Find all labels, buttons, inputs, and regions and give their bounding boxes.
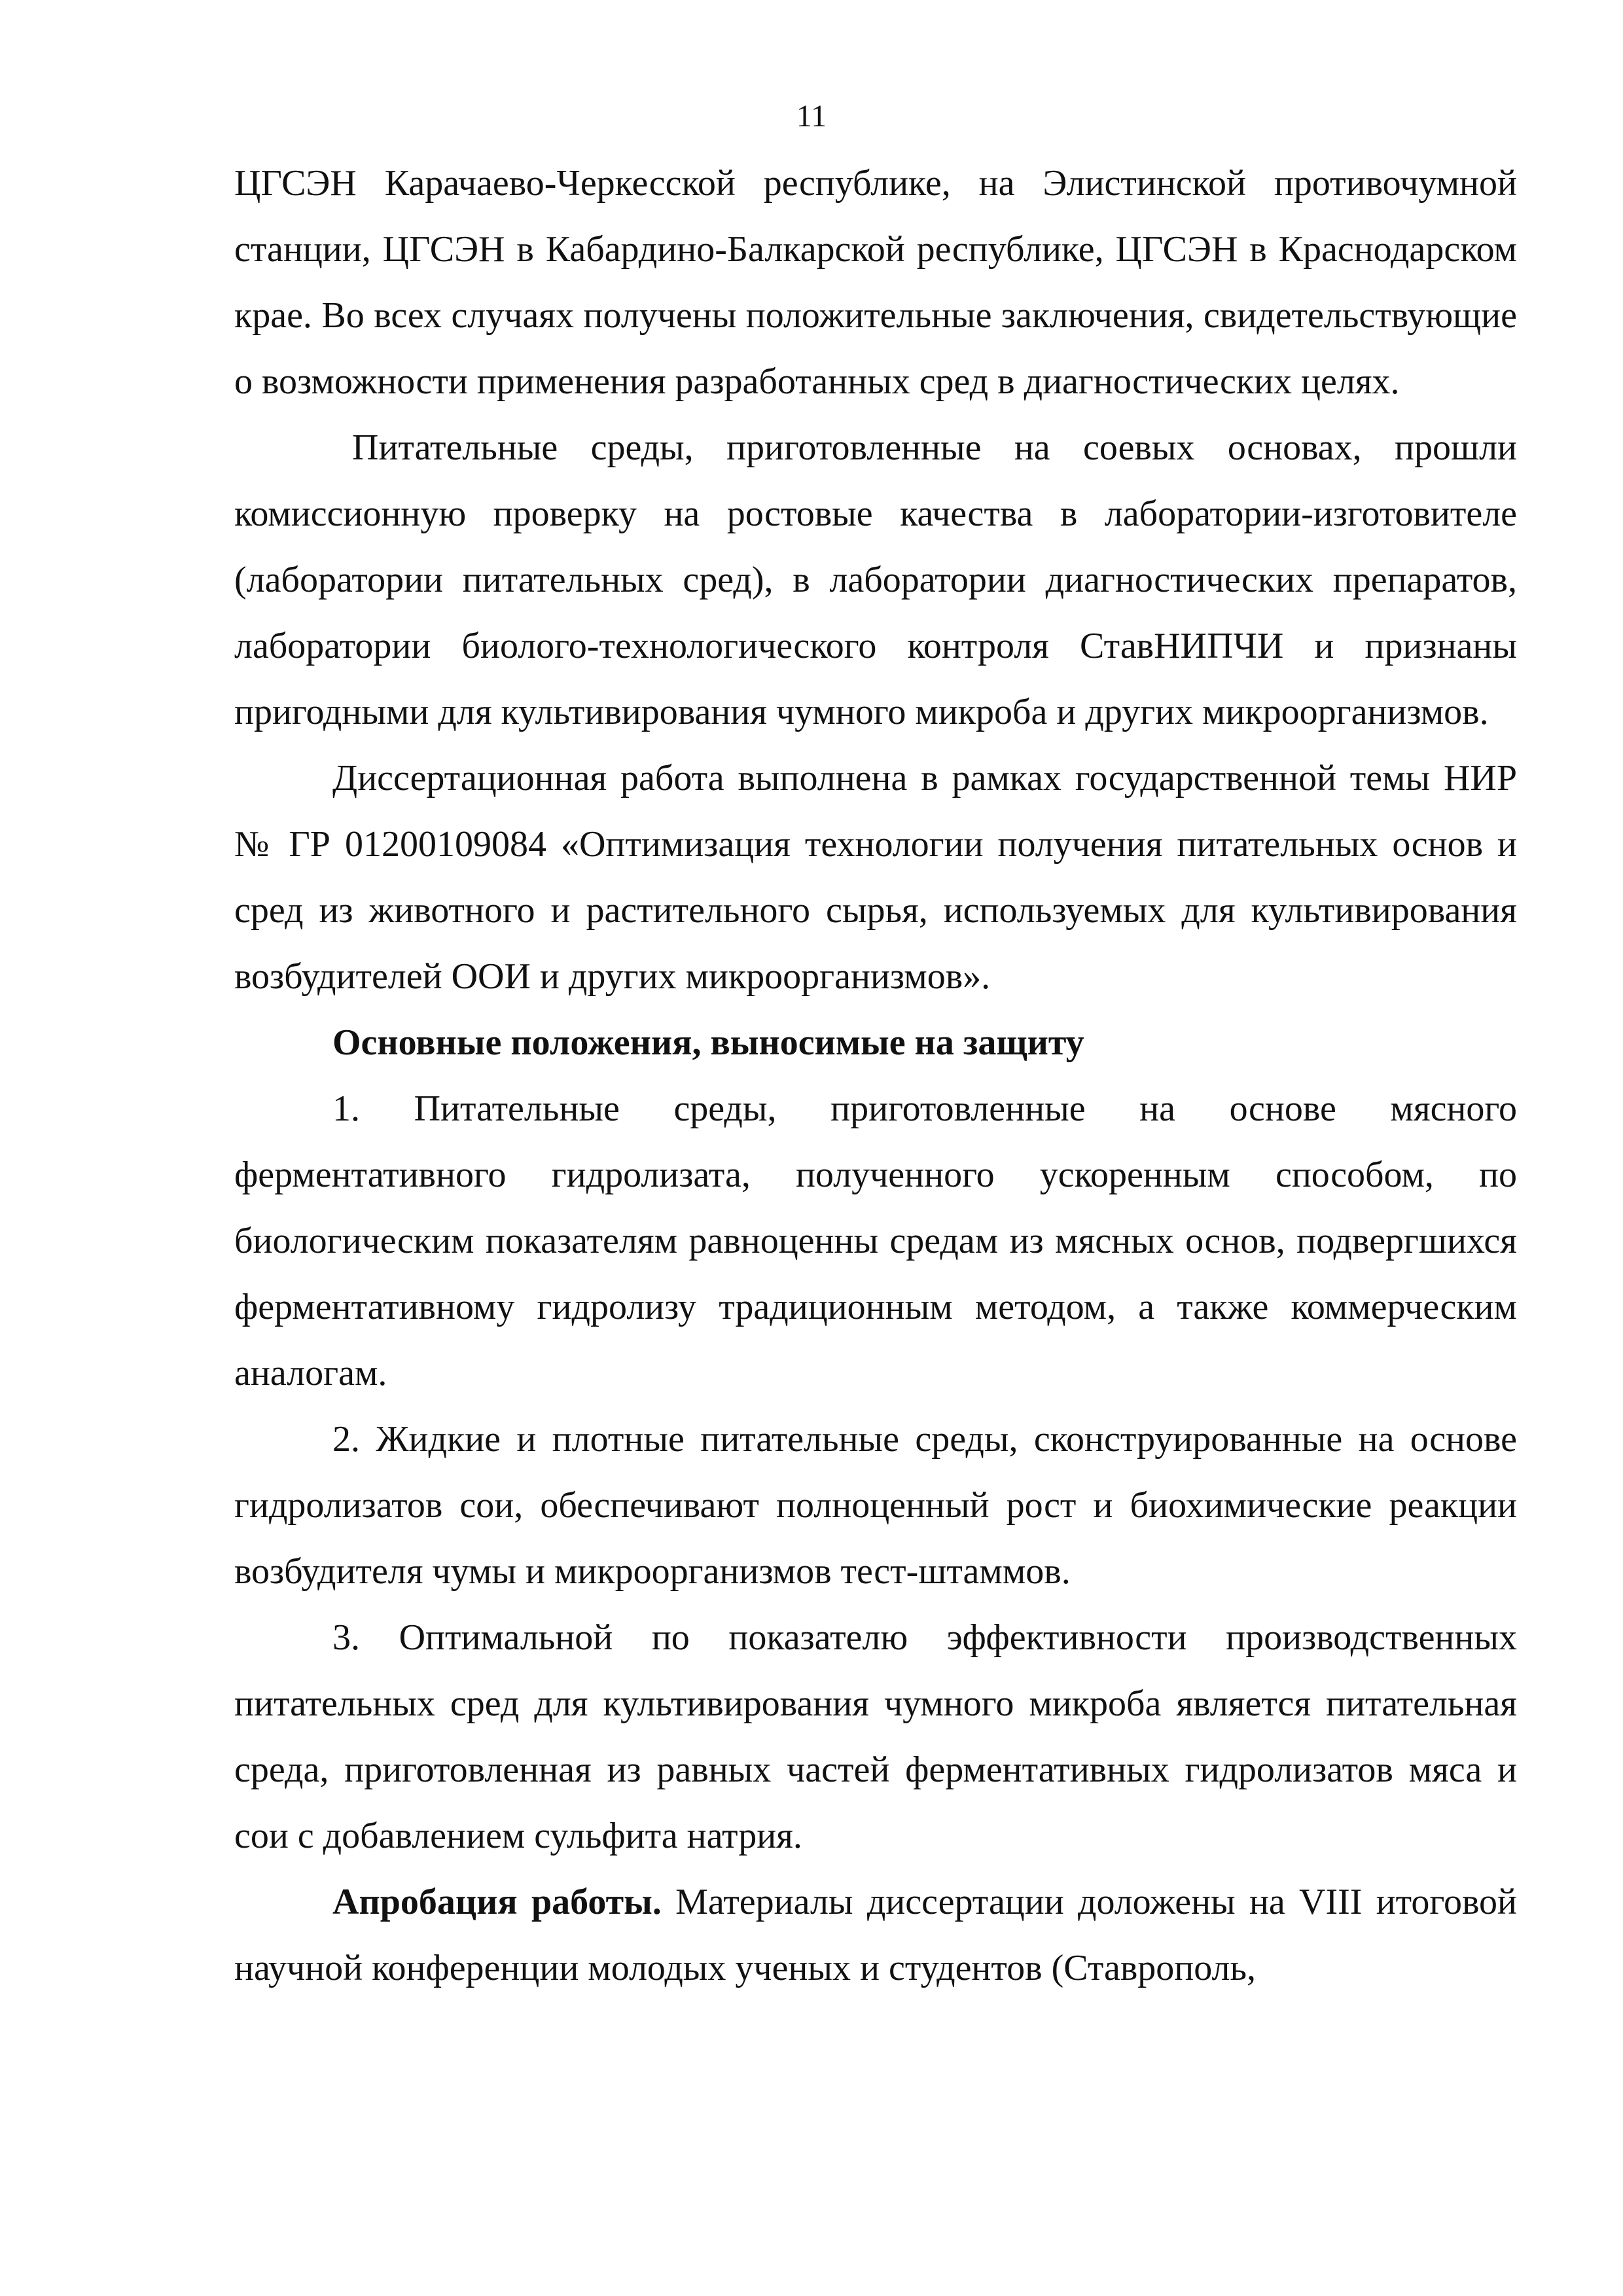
approbation-text: Материалы диссертации доложены на VIII итоговой научной конференции молодых ученых и студентов (Ставрополь, <box>234 1882 1518 1988</box>
paragraph-2: Питательные среды, приготовленные на соевых основах, прошли комиссионную проверку на ростовые качества в лаборатории-изготовителе (лаборатории питательных сред), в лаборатории диагностических препаратов, лаборатории биолого-технологического контроля СтавНИПЧИ и признаны пригодными для культивирования чумного микроба и других микроорганизмов. <box>234 427 1517 732</box>
page-number: 11 <box>796 99 827 134</box>
approbation-lead: Апробация работы. <box>332 1882 662 1922</box>
list-item-2: 2. Жидкие и плотные питательные среды, сконструированные на основе гидролизатов сои, обеспечивают полноценный рост и биохимические реакции возбудителя чумы и микроорганизмов тест-штаммов. <box>234 1419 1517 1592</box>
list-item-3: 3. Оптимальной по показателю эффективности производственных питательных сред для культивирования чумного микроба является питательная среда, приготовленная из равных частей ферментативных гидролизатов мяса и сои с добавлением сульфита натрия. <box>234 1617 1517 1856</box>
paragraph-approbation <box>234 1869 1517 2001</box>
document-body <box>234 151 1517 2001</box>
list-item-1: 1. Питательные среды, приготовленные на основе мясного ферментативного гидролизата, полученного ускоренным способом, по биологическим показателям равноценны средам из мясных основ, подвергшихся ферментативному гидролизу традиционным методом, а также коммерческим аналогам. <box>234 1088 1517 1393</box>
paragraph-3: Диссертационная работа выполнена в рамках государственной темы НИР № ГР 01200109084 «Оптимизация технологии получения питательных основ и сред из животного и растительного сырья, используемых для культивирования возбудителей ООИ и других микроорганизмов». <box>234 758 1517 997</box>
section-heading: Основные положения, выносимые на защиту <box>332 1022 1084 1063</box>
paragraph-1: ЦГСЭН Карачаево-Черкесской республике, на Элистинской противочумной станции, ЦГСЭН в Кабардино-Балкарской республике, ЦГСЭН в Краснодарском крае. Во всех случаях получены положительные заключения, свидетельствующие о возможности применения разработанных сред в диагностических целях. <box>234 163 1517 402</box>
